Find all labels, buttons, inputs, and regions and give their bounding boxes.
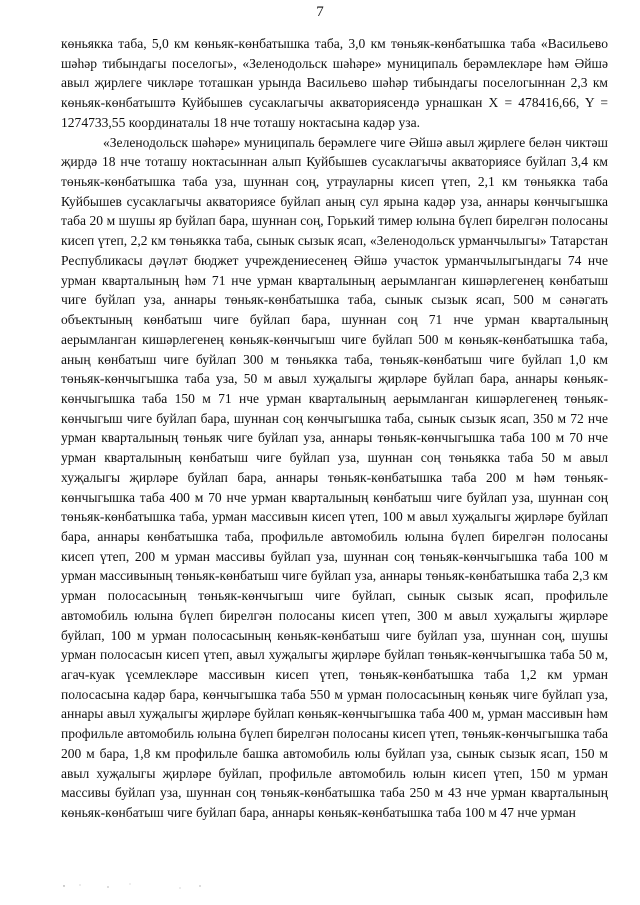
page-number: 7	[316, 4, 324, 20]
paragraph-boundary-description: «Зеленодольск шәһәре» муниципаль берәмлеге чиге Әйшә авыл җирлеге белән чиктәш җирдә 18 нче тоташу ноктасыннан алып Куйбышев сусаклагычы акваториясе буйлап 3,4 км төньяк-көнбатышка таба уза, шуннан соң, утрауларны кисеп үтеп, 2,1 км төньякка таба Куйбышев сусаклагычы акваториясе буйлап аның сул ярына кадәр уза, аннары көнчыгышка таба 20 м шушы яр буйлап бара, шуннан соң, Горький тимер юлына бүлеп бирелгән полосаны кисеп үтеп, 2,2 км төньякка таба, сынык сызык ясап, «Зеленодольск урманчылыгы» Татарстан Республикасы дәүләт бюджет учреждениесенең Әйшә участок урманчылыгындагы 74 нче урман кварталының һәм 71 нче урман кварталының аерымланган кишәрлегенең көнбатыш чиге буйлап уза, аннары төньяк-көнбатышка таба, сынык сызык ясап, 500 м сәнәгать объектының көнбатыш чиге буйлап бара, шуннан соң 71 нче урман кварталының аерымланган кишәрлегенең көньяк-көнчыгыш чиге буйлап 500 м көньяк-көнбатышка таба, аның көнбатыш чиге буйлап 300 м төньякка таба, төньяк-көнбатыш чиге буйлап 1,0 км төньяк-көнчыгышка таба уза, 50 м авыл хуҗалыгы җирләре буйлап бара, аннары көньяк-көнчыгышка таба 150 м 71 нче урман кварталының аерымланган кишәрлегенең төньяк-көнчыгыш чиге буйлап бара, шуннан соң көнчыгышка таба, сынык сызык ясап, 350 м 72 нче урман кварталының төньяк чиге буйлап уза, аннары төньяк-көнчыгышка таба 100 м 70 нче урман кварталының көнбатыш чиге буйлап уза, шуннан соң төньякка таба 50 м авыл хуҗалыгы җирләре буйлап бара, аннары төньяк-көнбатышка таба 200 м һәм төньяк-көнчыгышка таба 400 м 70 нче урман кварталының көнбатыш чиге буйлап уза, шуннан соң төньяк-көнбатышка таба, урман массивын кисеп үтеп, 100 м авыл хуҗалыгы җирләре буйлап бара, аннары көнбатышка таба, профильле автомобиль юлына бүлеп бирелгән полосаны кисеп үтеп, 200 м урман массивы буйлап уза, шуннан соң төньяк-көнчыгышка таба 100 м урман массивының төньяк-көнбатыш чиге буйлап уза, аннары төньяк-көнбатышка таба 2,3 км урман полосасының төньяк-көнчыгыш чиге буйлап, сынык сызык ясап, профильле автомобиль юлына бүлеп бирелгән полосаны кисеп үтеп, 300 м авыл хуҗалыгы җирләре буйлап, 100 м урман полосасының көньяк-көнбатыш чиге буйлап уза, шуннан соң, шушы урман полосасын кисеп үтеп, авыл хуҗалыгы җирләре буйлап төньяк-көнчыгышка таба 50 м, агач-куак үсемлекләре массивын кисеп үтеп, төньяк-көнбатышка таба 1,2 км урман полосасына кадәр бара, көнчыгышка таба 550 м урман полосасының көньяк чиге буйлап уза, аннары авыл хуҗалыгы җирләре буйлап көньяк-көнчыгышка таба 400 м, урман массивын һәм профильле автомобиль юлына бүлеп бирелгән полосаны кисеп үтеп, төньяк-көнчыгышка таба 200 м бара, 1,8 км профильле башка автомобиль юлы буйлап уза, сынык сызык ясап, 150 м авыл хуҗалыгы җирләре буйлап, профильле автомобиль юлын кисеп үтеп, 150 м урман массивы буйлап уза, шуннан соң төньяк-көнбатышка таба 250 м 43 нче урман кварталының көньяк-көнбатыш чиге буйлап бара, аннары көньяк-көнбатышка таба 100 м 47 нче урман	[61, 134, 608, 821]
scan-noise-specks	[60, 880, 260, 892]
document-body	[61, 34, 608, 823]
paragraph-continuation: көньякка таба, 5,0 км көньяк-көнбатышка таба, 3,0 км төньяк-көнбатышка таба «Васильево шәһәр тибындагы поселогы», «Зеленодольск шәһәре» муниципаль берәмлекләре һәм Әйшә авыл җирлеге чикләре тоташкан урында Васильево шәһәр тибындагы поселогыннан 2,3 км көньяк-көнбатыштә Куйбышев сусаклагычы акваториясендә урнашкан X = 478416,66, Y = 1274733,55 координаталы 18 нче тоташу ноктасына кадәр уза.	[61, 36, 608, 130]
